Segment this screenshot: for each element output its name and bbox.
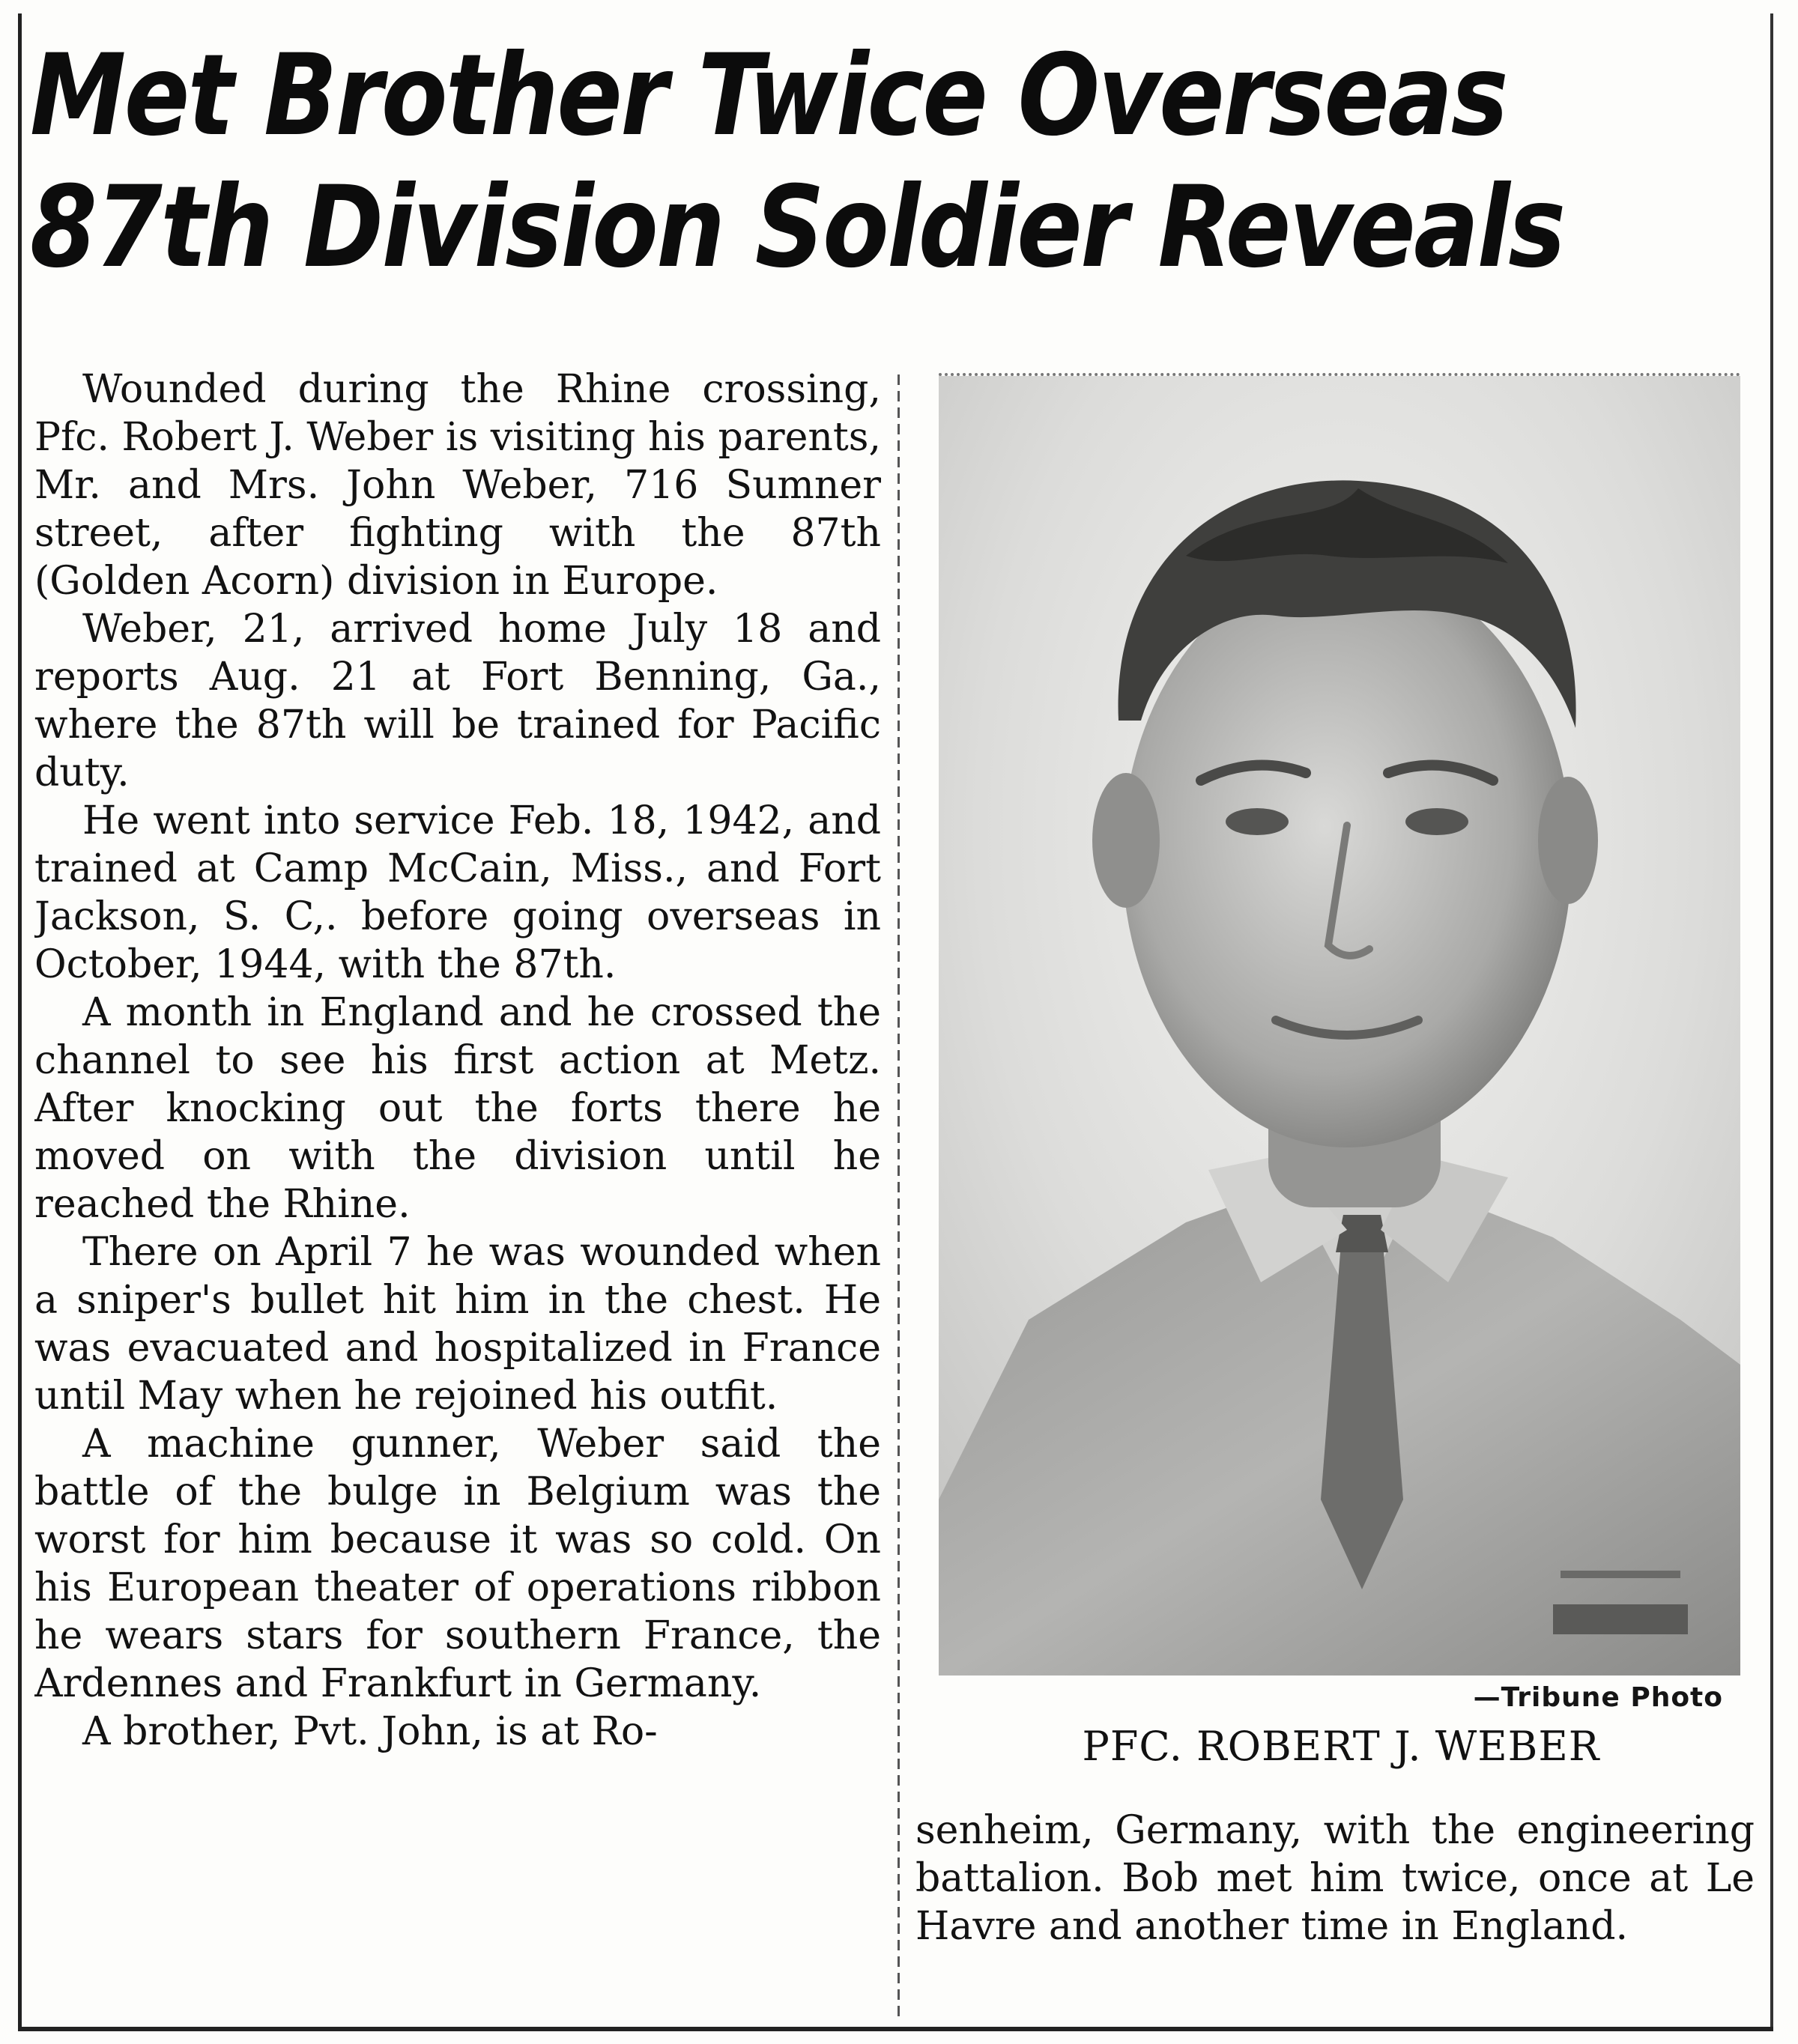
bottom-border-rule bbox=[18, 2027, 1773, 2031]
photo-caption: PFC. ROBERT J. WEBER bbox=[1082, 1723, 1600, 1770]
article-paragraph-6: A machine gunner, Weber said the battle of the bulge in Belgium was the worst for him because it was so cold. On his European theater of operations ribbon he wears stars for southern France, the Ardennes and Frankfurt in Germany. bbox=[34, 1422, 881, 1706]
article-right-column bbox=[915, 1807, 1755, 2016]
article-paragraph-2: Weber, 21, arrived home July 18 and reports Aug. 21 at Fort Benning, Ga., where the 87th will be trained for Pacific duty. bbox=[34, 607, 881, 795]
article-paragraph-1: Wounded during the Rhine crossing, Pfc. Robert J. Weber is visiting his parents, Mr. and Mrs. John Weber, 716 Sumner street, after fighting with the 87th (Golden Acorn) division in Europe. bbox=[34, 367, 881, 604]
left-border-rule bbox=[18, 13, 22, 2028]
article-paragraph-4: A month in England and he crossed the channel to see his first action at Metz. After knocking out the forts there he moved on with the division until he reached the Rhine. bbox=[34, 990, 881, 1227]
article-paragraph-5: There on April 7 he was wounded when a sniper's bullet hit him in the chest. He was evacuated and hospitalized in France until May when he rejoined his outfit. bbox=[34, 1230, 881, 1419]
portrait-illustration bbox=[939, 376, 1740, 1675]
headline bbox=[30, 30, 1564, 294]
article-continuation: senheim, Germany, with the engineering battalion. Bob met him twice, once at Le Havre and another time in England. bbox=[915, 1808, 1755, 1949]
article-paragraph-3: He went into service Feb. 18, 1942, and trained at Camp McCain, Miss., and Fort Jackson, S. C,. before going overseas in October, 1944, with the 87th. bbox=[34, 798, 881, 987]
article-left-column bbox=[34, 366, 881, 2021]
column-divider bbox=[898, 374, 900, 2022]
article-paragraph-7: A brother, Pvt. John, is at Ro- bbox=[82, 1709, 658, 1754]
portrait-photo bbox=[939, 373, 1740, 1675]
photo-credit: —Tribune Photo bbox=[1473, 1682, 1723, 1713]
headline-line-2: 87th Division Soldier Reveals bbox=[30, 163, 1564, 293]
headline-line-1: Met Brother Twice Overseas bbox=[30, 31, 1507, 161]
right-border-rule bbox=[1770, 13, 1773, 2028]
